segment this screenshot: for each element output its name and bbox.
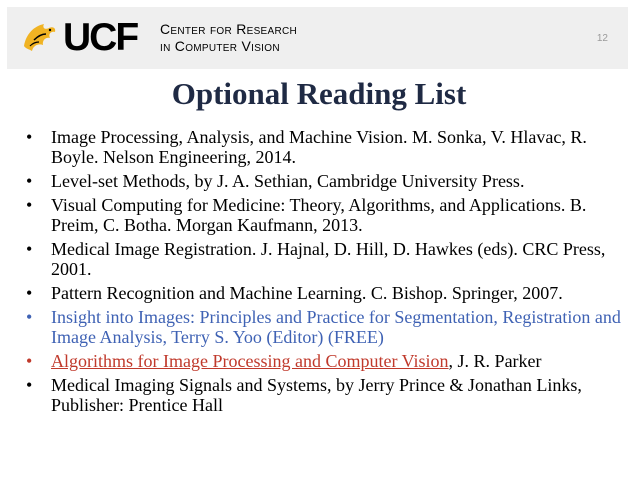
bullet: • — [26, 171, 33, 191]
list-item — [26, 171, 626, 191]
bullet: • — [26, 283, 33, 303]
list-item-text[interactable]: Insight into Images: Principles and Practice for Segmentation, Registration and Image Analysis, Terry S. Yoo (Editor) (FREE) — [51, 307, 621, 347]
ucf-logo-text: UCF — [63, 16, 138, 59]
center-name — [160, 21, 297, 55]
list-item-text: Level-set Methods, by J. A. Sethian, Cambridge University Press. — [51, 171, 525, 191]
list-item — [26, 239, 626, 279]
bullet: • — [26, 351, 33, 371]
list-item — [26, 375, 626, 415]
list-item — [26, 127, 626, 167]
list-item-text: Visual Computing for Medicine: Theory, Algorithms, and Applications. B. Preim, C. Botha. Morgan Kaufmann, 2013. — [51, 195, 587, 235]
bullet: • — [26, 307, 33, 327]
list-item-text: Medical Image Registration. J. Hajnal, D. Hill, D. Hawkes (eds). CRC Press, 2001. — [51, 239, 606, 279]
book-link[interactable]: Algorithms for Image Processing and Computer Vision — [51, 351, 449, 371]
slide-title: Optional Reading List — [171, 76, 467, 111]
bullet: • — [26, 195, 33, 215]
list-item — [26, 283, 626, 303]
center-name-line1: Center for Research — [160, 21, 298, 37]
list-item-text: Medical Imaging Signals and Systems, by Jerry Prince & Jonathan Links, Publisher: Prentice Hall — [51, 375, 582, 415]
pegasus-logo-icon — [20, 16, 60, 56]
bullet: • — [26, 127, 33, 147]
bullet: • — [26, 375, 33, 395]
center-name-line2: in Computer Vision — [160, 38, 280, 54]
header-band — [7, 7, 628, 69]
list-item — [26, 195, 626, 235]
list-item-suffix: , J. R. Parker — [448, 351, 542, 371]
list-item-text: Pattern Recognition and Machine Learning. C. Bishop. Springer, 2007. — [51, 283, 563, 303]
list-item-highlighted[interactable] — [26, 307, 626, 347]
reading-list — [26, 127, 626, 419]
list-item — [26, 351, 626, 371]
list-item-text: Image Processing, Analysis, and Machine Vision. M. Sonka, V. Hlavac, R. Boyle. Nelson Engineering, 2014. — [51, 127, 587, 167]
bullet: • — [26, 239, 33, 259]
slide-number: 12 — [596, 33, 608, 44]
